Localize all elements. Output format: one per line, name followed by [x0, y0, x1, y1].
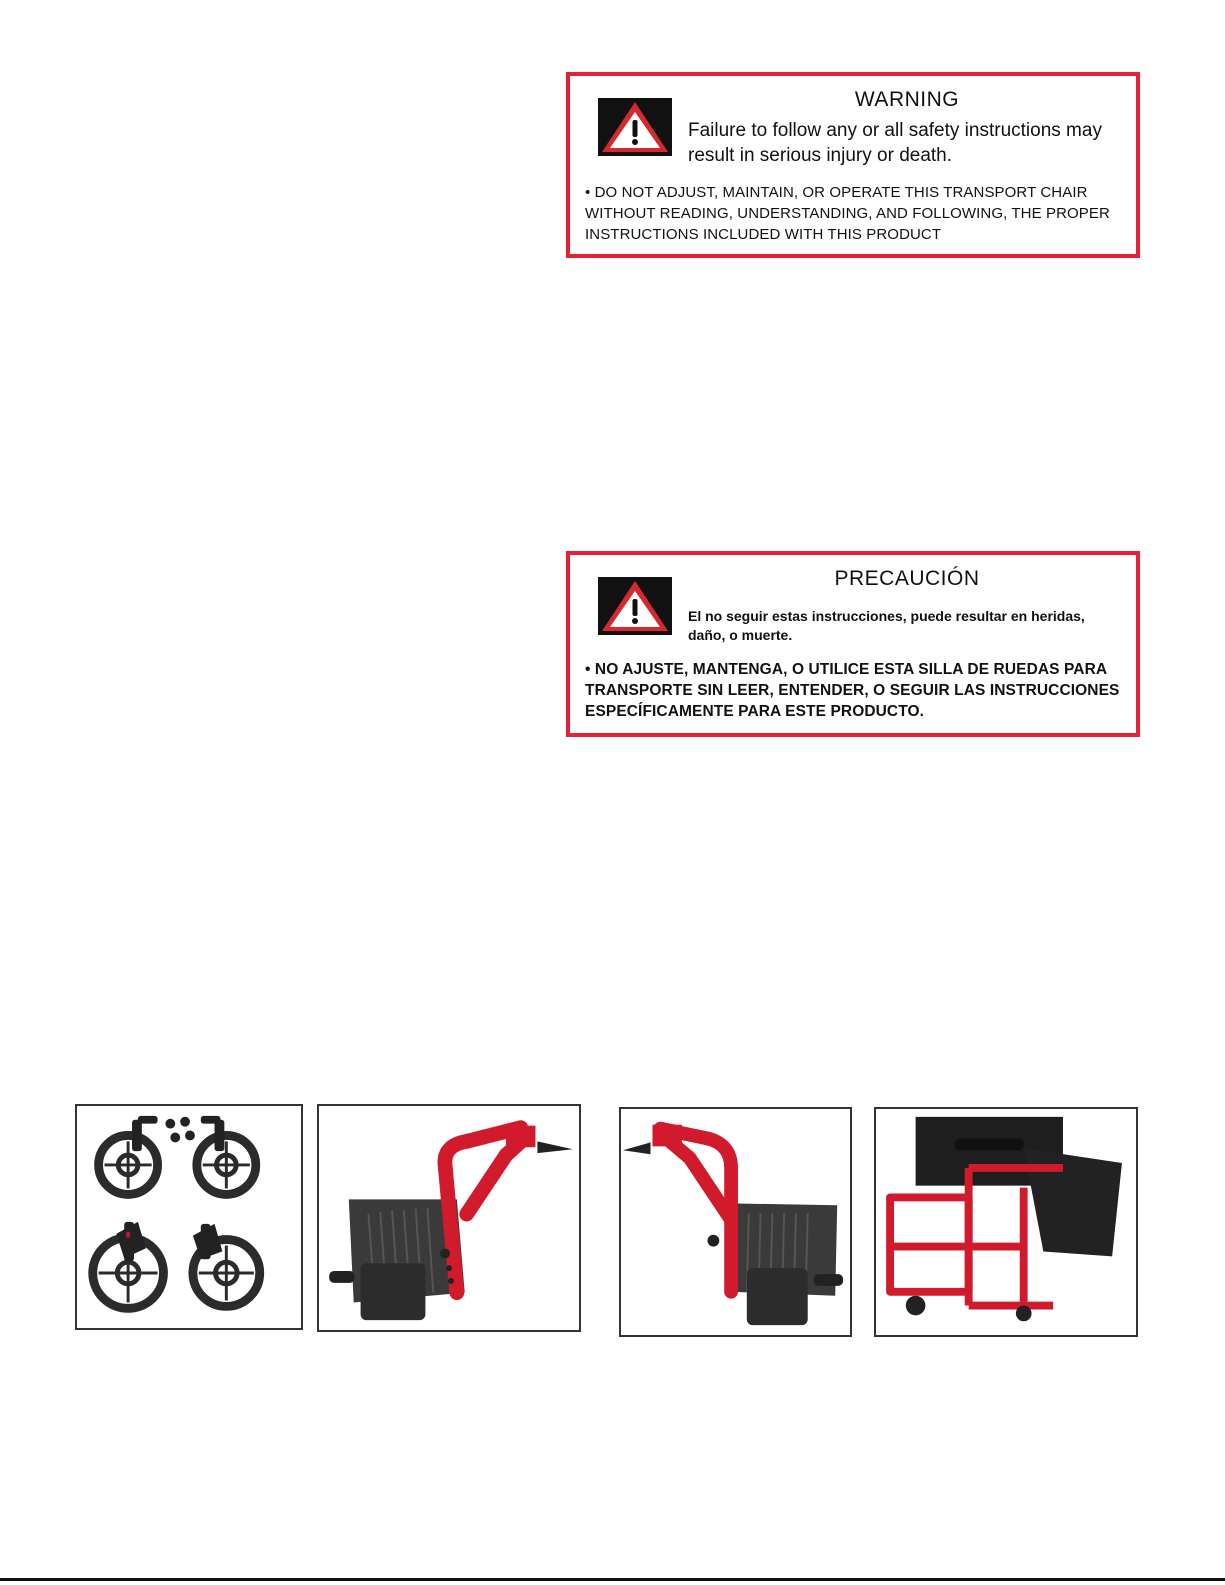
- precaucion-box: [566, 551, 1140, 737]
- warning-box: [566, 72, 1140, 258]
- folded-frame-photo: [874, 1107, 1138, 1337]
- footrest-left-photo: [619, 1107, 852, 1337]
- warning-triangle-icon: [598, 577, 672, 635]
- warning-subtitle: Failure to follow any or all safety instructions may result in serious injury or death.: [688, 120, 1102, 166]
- wheels-photo: [75, 1104, 303, 1330]
- precaucion-subtitle: El no seguir estas instrucciones, puede resultar en heridas, daño, o muerte.: [688, 608, 1085, 643]
- page-bottom-rule: [0, 1578, 1225, 1581]
- precaucion-body: • NO AJUSTE, MANTENGA, O UTILICE ESTA SILLA DE RUEDAS PARA TRANSPORTE SIN LEER, ENTENDER, O SEGUIR LAS INSTRUCCIONES ESPECÍFICAMENTE PARA ESTE PRODUCTO.: [585, 661, 1120, 720]
- warning-body: • DO NOT ADJUST, MAINTAIN, OR OPERATE THIS TRANSPORT CHAIR WITHOUT READING, UNDERSTANDING, AND FOLLOWING, THE PROPER INSTRUCTIONS INCLUDED WITH THIS PRODUCT: [585, 184, 1110, 243]
- warning-title: WARNING: [854, 88, 960, 111]
- warning-triangle-icon: [598, 98, 672, 156]
- precaucion-title: PRECAUCIÓN: [834, 567, 980, 590]
- footrest-right-photo: [317, 1104, 581, 1332]
